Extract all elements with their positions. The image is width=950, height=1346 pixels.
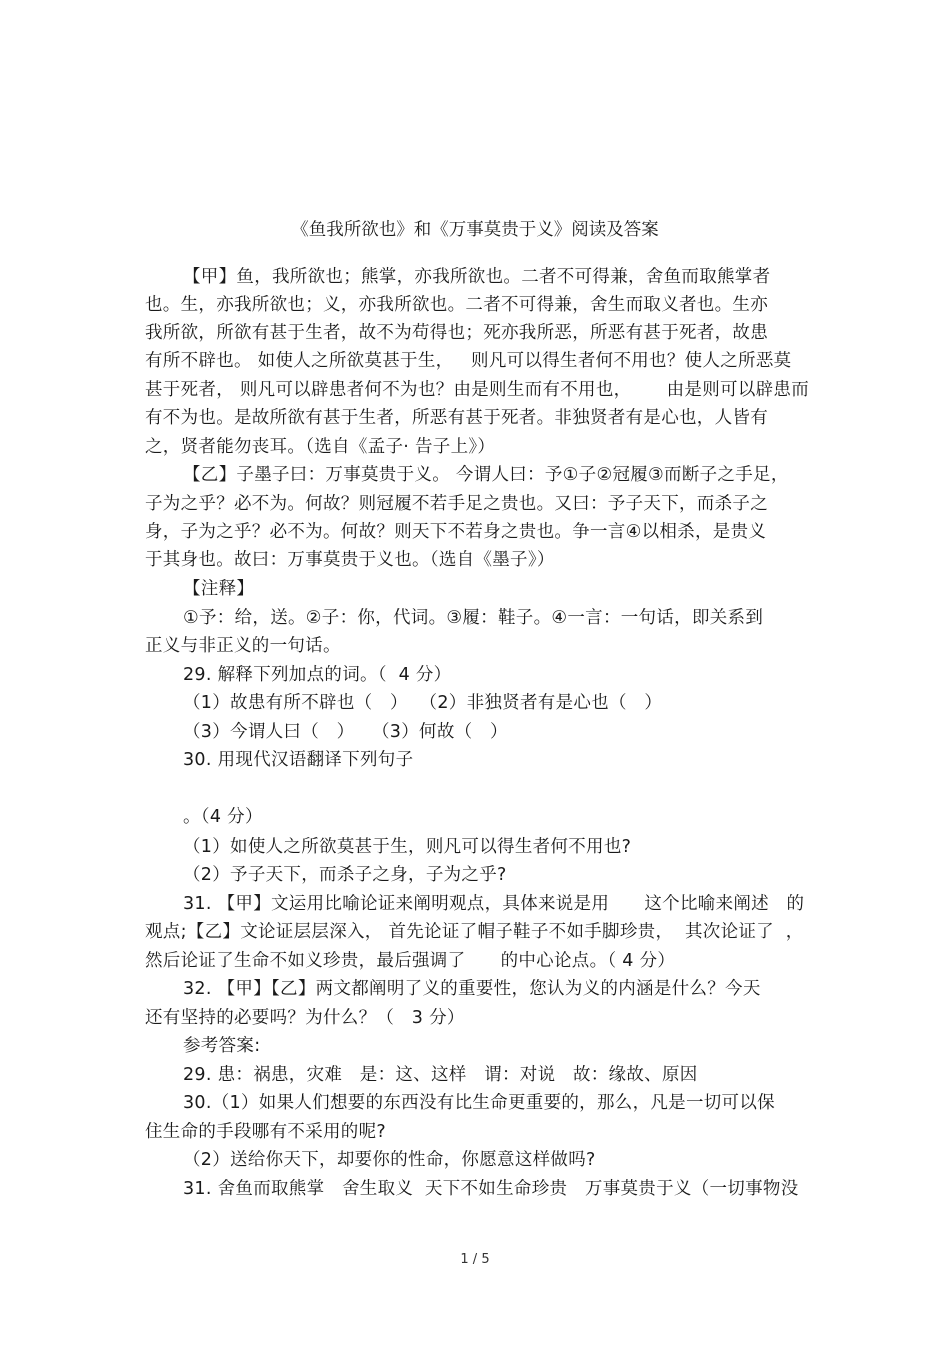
text-line: ①予：给，送。②子：你，代词。③履：鞋子。④一言：一句话，即关系到	[183, 608, 764, 628]
text-line: 身，子为之乎？必不为。何故？则天下不若身之贵也。争一言④以相杀，是贵义	[145, 522, 767, 542]
document-title: 《鱼我所欲也》和《万事莫贵于义》阅读及答案	[291, 220, 659, 240]
text-line: 30.（1）如果人们想要的东西没有比生命更重要的，那么，凡是一切可以保	[183, 1093, 775, 1113]
text-line: 观点;【乙】文论证层层深入， 首先论证了帽子鞋子不如手脚珍贵， 其次论证了 ，	[145, 922, 804, 942]
text-line: （1）故患有所不辟也（ ） （2）非独贤者有是心也（ ）	[183, 693, 663, 713]
text-line: 【乙】子墨子曰：万事莫贵于义。 今谓人曰：予①子②冠履③而断子之手足，	[183, 465, 789, 485]
text-line: 有所不辟也。 如使人之所欲莫甚于生， 则凡可以得生者何不用也？使人之所恶莫	[145, 351, 792, 371]
text-line: 我所欲，所欲有甚于生者，故不为苟得也；死亦我所恶，所恶有甚于死者，故患	[145, 323, 768, 343]
text-line: 31. 舍鱼而取熊掌 舍生取义 天下不如生命珍贵 万事莫贵于义（一切事物没	[183, 1179, 799, 1199]
text-line: 30. 用现代汉语翻译下列句子	[183, 750, 414, 770]
text-line: 有不为也。是故所欲有甚于生者，所恶有甚于死者。非独贤者有是心也，人皆有	[145, 408, 768, 428]
text-line: 。（4 分）	[183, 807, 263, 827]
text-line: （2）予子天下，而杀子之身，子为之乎?	[183, 865, 507, 885]
page-number: 1 / 5	[460, 1252, 490, 1267]
text-line: 住生命的手段哪有不采用的呢?	[145, 1122, 386, 1142]
text-line: 也。生，亦我所欲也；义，亦我所欲也。二者不可得兼，舍生而取义者也。生亦	[145, 295, 768, 315]
text-line: 参考答案:	[183, 1036, 261, 1056]
text-line: 然后论证了生命不如义珍贵，最后强调了 的中心论点。（ 4 分）	[145, 951, 676, 971]
text-line: 29. 解释下列加点的词。（ 4 分）	[183, 665, 452, 685]
text-line: 子为之乎？必不为。何故？则冠履不若手足之贵也。又曰：予子天下，而杀子之	[145, 494, 768, 514]
text-line: 【注释】	[183, 579, 255, 599]
text-line: （1）如使人之所欲莫甚于生，则凡可以得生者何不用也?	[183, 837, 632, 857]
text-line: 还有坚持的必要吗？为什么？（ 3 分）	[145, 1008, 465, 1028]
text-line: 31. 【甲】文运用比喻论证来阐明观点，具体来说是用 这个比喻来阐述 的	[183, 894, 805, 914]
text-line: 正义与非正义的一句话。	[145, 636, 341, 656]
text-line: （2）送给你天下，却要你的性命，你愿意这样做吗?	[183, 1150, 596, 1170]
text-line: 之，贤者能勿丧耳。（选自《孟子· 告子上》）	[145, 437, 496, 457]
text-line: 于其身也。故曰：万事莫贵于义也。（选自《墨子》）	[145, 550, 555, 570]
text-line: 甚于死者， 则凡可以辟患者何不为也？由是则生而有不用也， 由是则可以辟患而	[145, 380, 810, 400]
text-line: （3）今谓人曰（ ） （3）何故（ ）	[183, 722, 508, 742]
text-line: 32. 【甲】【乙】两文都阐明了义的重要性，您认为义的内涵是什么？今天	[183, 979, 761, 999]
text-line: 29. 患：祸患，灾难 是：这、这样 谓：对说 故：缘故、原因	[183, 1065, 698, 1085]
text-line: 【甲】鱼，我所欲也；熊掌，亦我所欲也。二者不可得兼，舍鱼而取熊掌者	[183, 267, 771, 287]
